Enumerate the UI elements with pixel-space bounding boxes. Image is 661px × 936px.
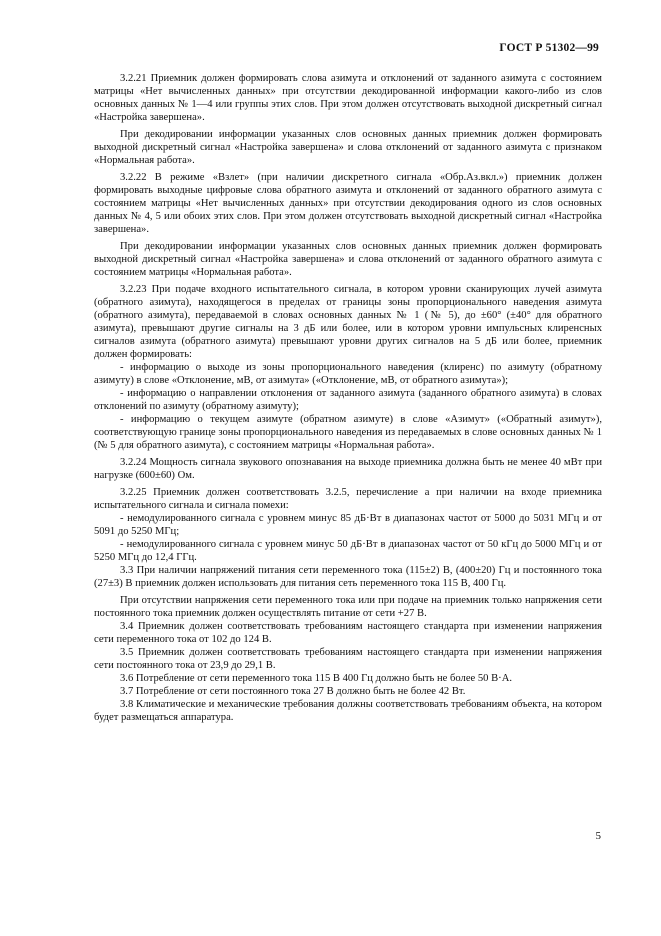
paragraph: При декодировании информации указанных слов основных данных приемник должен формировать выходной дискретный сигнал «Настройка завершена» и слова отклонений от заданного азимута с признаком «Нормальная работа». <box>94 129 602 166</box>
page-number: 5 <box>595 830 601 842</box>
paragraph-3-2-23: 3.2.23 При подаче входного испытательного сигнала, в котором уровни сканирующих лучей азимута (обратного азимута), находящегося в пределах от границы зоны пропорционального наведения азимута (обратного азимута), передаваемой в словах основных данных № 1 (№ 5), до ±60° (±40° для обратного азимута), превышают другие сигналы на 3 дБ или более, или в котором уровни импульсных клиренсных сигналов азимута (обратного азимута) превышают уровни других сигналов на 5 дБ или более, приемник должен формировать: <box>94 284 602 360</box>
document-body <box>94 72 602 724</box>
paragraph-3-8: 3.8 Климатические и механические требования должны соответствовать требованиям объекта, на котором будет размещаться аппаратура. <box>94 699 602 723</box>
paragraph-3-2-24: 3.2.24 Мощность сигнала звукового опознавания на выходе приемника должна быть не менее 40 мВт при нагрузке (600±60) Ом. <box>94 457 602 481</box>
paragraph-3-2-25: 3.2.25 Приемник должен соответствовать 3.2.5, перечисление а при наличии на входе приемника испытательного сигнала и сигнала помехи: <box>94 487 602 511</box>
paragraph-3-6: 3.6 Потребление от сети переменного тока 115 В 400 Гц должно быть не более 50 В·А. <box>120 673 513 684</box>
paragraph: При декодировании информации указанных слов основных данных приемник должен формировать выходной дискретный сигнал «Настройка завершена» и слова отклонений от заданного обратного азимута с состоянием матрицы «Нормальная работа». <box>94 241 602 278</box>
paragraph-3-4: 3.4 Приемник должен соответствовать требованиям настоящего стандарта при изменении напряжения сети переменного тока от 102 до 124 В. <box>94 621 602 645</box>
list-item: - информацию о текущем азимуте (обратном азимуте) в слове «Азимут» («Обратный азимут»), соответствующую границе зоны пропорционального наведения из передаваемых в слове основных данных № 1 (№ 5 для обратного азимута), с состоянием матрицы «Нормальная работа». <box>94 414 602 451</box>
list-item: - информацию о направлении отклонения от заданного азимута (заданного обратного азимута) в словах отклонений по азимуту (обратному азимуту); <box>94 388 602 412</box>
list-item: - информацию о выходе из зоны пропорционального наведения (клиренс) по азимуту (обратному азимуту) в слове «Отклонение, мВ, от азимута» («Отклонение, мВ, от обратного азимута»); <box>94 362 602 386</box>
paragraph-3-2-21: 3.2.21 Приемник должен формировать слова азимута и отклонений от заданного азимута с состоянием матрицы «Нет вычисленных данных» при отсутствии декодированной информации какого-либо из слов основных данных № 1—4 или группы этих слов. При этом должен отсутствовать выходной дискретный сигнал «Настройка завершена». <box>94 73 602 123</box>
list-item: - немодулированного сигнала с уровнем минус 50 дБ·Вт в диапазонах частот от 50 кГц до 5000 МГц и от 5250 МГц до 12,4 ГГц. <box>94 539 602 563</box>
paragraph-3-5: 3.5 Приемник должен соответствовать требованиям настоящего стандарта при изменении напряжения сети постоянного тока от 23,9 до 29,1 В. <box>94 647 602 671</box>
document-header: ГОСТ Р 51302—99 <box>499 42 599 54</box>
paragraph-3-3: 3.3 При наличии напряжений питания сети переменного тока (115±2) В, (400±20) Гц и постоянного тока (27±3) В приемник должен использовать для питания сеть переменного тока 115 В, 400 Гц. <box>94 565 602 589</box>
paragraph: При отсутствии напряжения сети переменного тока или при подаче на приемник только напряжения сети постоянного тока приемник должен осуществлять питание от сети +27 В. <box>94 595 602 619</box>
paragraph-3-7: 3.7 Потребление от сети постоянного тока 27 В должно быть не более 42 Вт. <box>120 686 466 697</box>
list-item: - немодулированного сигнала с уровнем минус 85 дБ·Вт в диапазонах частот от 5000 до 5031 МГц и от 5091 до 5250 МГц; <box>94 513 602 537</box>
paragraph-3-2-22: 3.2.22 В режиме «Взлет» (при наличии дискретного сигнала «Обр.Аз.вкл.») приемник должен формировать выходные цифровые слова обратного азимута и отклонений от заданного обратного азимута с состоянием матрицы «Нет вычисленных данных» при отсутствии декодирования одного из слов основных данных № 4, 5 или обоих этих слов. При этом должен отсутствовать выходной дискретный сигнал «Настройка завершена». <box>94 172 602 235</box>
